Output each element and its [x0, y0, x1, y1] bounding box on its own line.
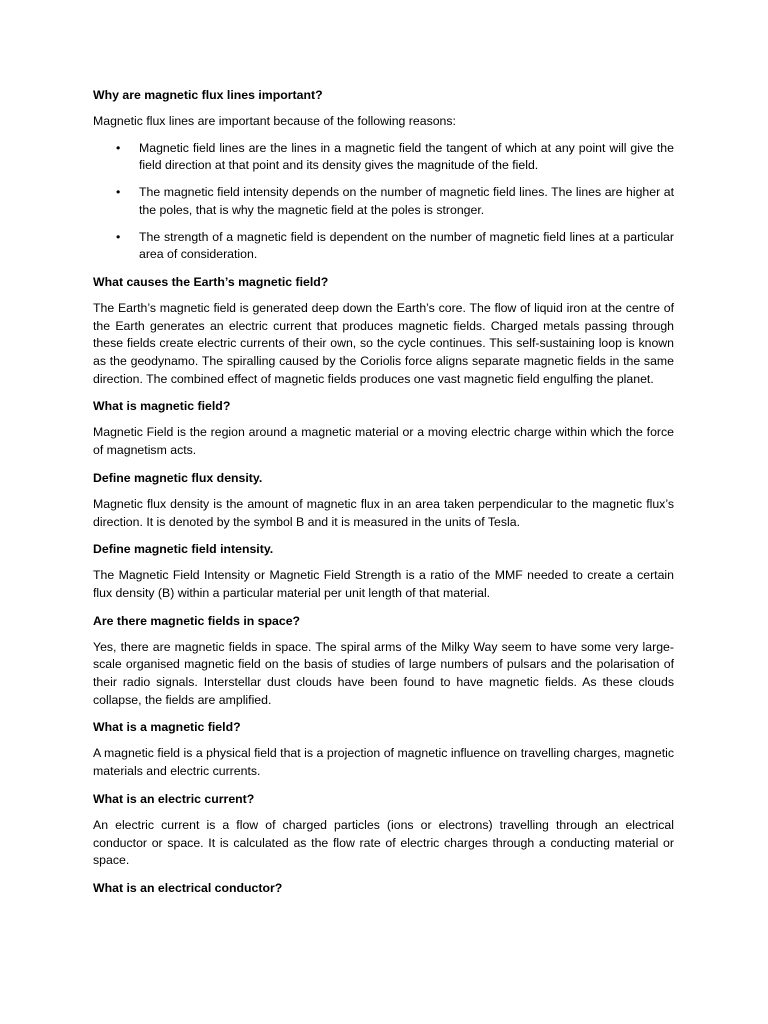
- question-heading: What is a magnetic field?: [93, 720, 241, 735]
- bullet-item: [93, 229, 674, 264]
- answer-paragraph: Magnetic Field is the region around a magnetic material or a moving electric charge within which the force of magnetism acts.: [93, 425, 674, 458]
- question-heading: What is an electrical conductor?: [93, 880, 283, 895]
- document-page: [93, 86, 674, 906]
- question-heading: What is magnetic field?: [93, 399, 231, 414]
- bullet-text: The strength of a magnetic field is dependent on the number of magnetic field lines at a particular area of consideration.: [139, 229, 674, 262]
- answer-paragraph: Magnetic flux lines are important because of the following reasons:: [93, 114, 456, 128]
- answer-paragraph: A magnetic field is a physical field that is a projection of magnetic influence on travelling charges, magnetic materials and electric currents.: [93, 746, 674, 779]
- question-heading: What causes the Earth’s magnetic field?: [93, 274, 329, 289]
- question-heading: Define magnetic flux density.: [93, 470, 263, 485]
- bullet-text: The magnetic field intensity depends on the number of magnetic field lines. The lines are higher at the poles, that is why the magnetic field at the poles is stronger.: [139, 185, 674, 217]
- answer-paragraph: The Magnetic Field Intensity or Magnetic Field Strength is a ratio of the MMF needed to create a certain flux density (B) within a particular material per unit length of that material.: [93, 568, 674, 600]
- question-heading: Why are magnetic flux lines important?: [93, 88, 323, 102]
- bullet-list: [93, 140, 674, 264]
- answer-paragraph: An electric current is a flow of charged particles (ions or electrons) travelling through an electrical conductor or space. It is calculated as the flow rate of electric charges through a conducting material or space.: [93, 817, 674, 868]
- question-heading: What is an electric current?: [93, 791, 255, 806]
- bullet-dot-icon: •: [116, 140, 121, 155]
- bullet-dot-icon: •: [116, 229, 121, 244]
- bullet-dot-icon: •: [116, 185, 121, 200]
- answer-paragraph: The Earth’s magnetic field is generated deep down the Earth’s core. The flow of liquid iron at the centre of the Earth generates an electric current that produces magnetic fields. Charged metals passing through these fields create electric currents of their own, so the cycle continues. This self-sustaining loop is known as the geodynamo. The spiralling caused by the Coriolis force aligns separate magnetic fields in the same direction. The combined effect of magnetic fields produces one vast magnetic field engulfing the planet.: [93, 300, 674, 386]
- answer-paragraph: Magnetic flux density is the amount of magnetic flux in an area taken perpendicular to the magnetic flux’s direction. It is denoted by the symbol B and it is measured in the units of Tesla.: [93, 496, 674, 529]
- question-heading: Define magnetic field intensity.: [93, 542, 274, 557]
- question-heading: Are there magnetic fields in space?: [93, 613, 301, 628]
- answer-paragraph: Yes, there are magnetic fields in space. The spiral arms of the Milky Way seem to have some very large-scale organised magnetic field on the basis of studies of large numbers of pulsars and the polarisation of their radio signals. Interstellar dust clouds have been found to have magnetic fields. As these clouds collapse, the fields are amplified.: [93, 639, 674, 707]
- bullet-text: Magnetic field lines are the lines in a magnetic field the tangent of which at any point will give the field direction at that point and its density gives the magnitude of the field.: [139, 140, 674, 173]
- bullet-item: [93, 184, 674, 219]
- bullet-item: [93, 140, 674, 175]
